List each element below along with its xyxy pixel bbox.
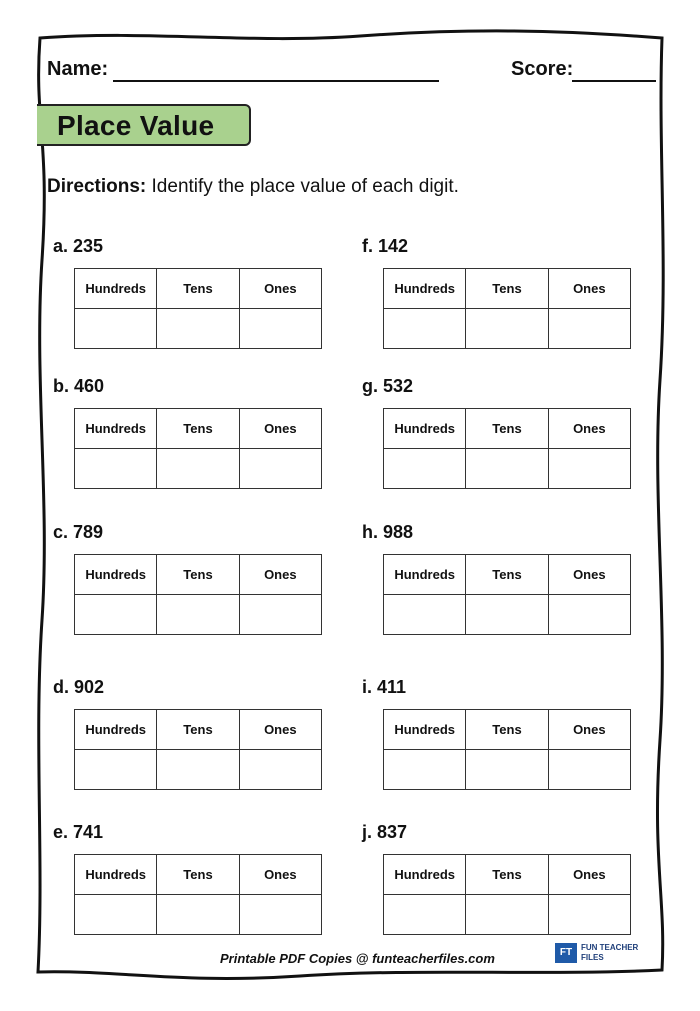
answer-tens[interactable] [157, 449, 239, 489]
page-title: Place Value [57, 110, 215, 141]
problem-label: a. 235 [53, 236, 104, 256]
title-banner [37, 104, 251, 146]
answer-hundreds[interactable] [75, 895, 157, 935]
answer-ones[interactable] [548, 449, 630, 489]
header-tens: Tens [466, 269, 548, 309]
header-tens: Tens [466, 855, 548, 895]
problem-label: e. 741 [53, 822, 104, 842]
header-row [47, 58, 657, 84]
answer-hundreds[interactable] [384, 595, 466, 635]
header-ones: Ones [548, 710, 630, 750]
answer-hundreds[interactable] [384, 309, 466, 349]
header-hundreds: Hundreds [384, 269, 466, 309]
answer-tens[interactable] [157, 750, 239, 790]
answer-ones[interactable] [239, 595, 321, 635]
name-label: Name: [47, 58, 109, 80]
answer-tens[interactable] [466, 895, 548, 935]
answer-hundreds[interactable] [384, 449, 466, 489]
problem-i [362, 677, 622, 797]
answer-tens[interactable] [466, 449, 548, 489]
answer-tens[interactable] [157, 595, 239, 635]
problem-label: d. 902 [53, 677, 105, 697]
fun-teacher-files-logo [555, 943, 645, 965]
problem-c [53, 522, 313, 642]
directions [47, 176, 459, 198]
place-value-table [383, 268, 631, 349]
header-ones: Ones [548, 855, 630, 895]
logo-text [581, 943, 638, 963]
problem-label: f. 142 [362, 236, 409, 256]
header-hundreds: Hundreds [384, 409, 466, 449]
answer-hundreds[interactable] [384, 750, 466, 790]
answer-ones[interactable] [239, 309, 321, 349]
answer-ones[interactable] [239, 895, 321, 935]
answer-tens[interactable] [466, 309, 548, 349]
score-field[interactable] [572, 80, 656, 82]
problem-g [362, 376, 622, 496]
place-value-table [74, 408, 322, 489]
problem-label: i. 411 [362, 677, 407, 697]
problem-label: h. 988 [362, 522, 414, 542]
directions-label: Directions: [47, 176, 147, 197]
directions-text: Identify the place value of each digit. [146, 176, 459, 197]
problem-j [362, 822, 622, 942]
header-ones: Ones [548, 269, 630, 309]
score-label: Score: [511, 58, 574, 80]
header-hundreds: Hundreds [75, 269, 157, 309]
place-value-table [74, 554, 322, 635]
header-hundreds: Hundreds [384, 710, 466, 750]
answer-ones[interactable] [548, 750, 630, 790]
answer-ones[interactable] [548, 309, 630, 349]
header-hundreds: Hundreds [75, 555, 157, 595]
answer-hundreds[interactable] [75, 309, 157, 349]
header-tens: Tens [157, 710, 239, 750]
answer-hundreds[interactable] [75, 595, 157, 635]
answer-ones[interactable] [239, 750, 321, 790]
answer-tens[interactable] [466, 595, 548, 635]
header-ones: Ones [239, 409, 321, 449]
header-hundreds: Hundreds [75, 409, 157, 449]
header-hundreds: Hundreds [384, 855, 466, 895]
header-ones: Ones [239, 269, 321, 309]
logo-line2: FILES [581, 953, 604, 962]
answer-hundreds[interactable] [75, 750, 157, 790]
problem-f [362, 236, 622, 356]
header-ones: Ones [239, 855, 321, 895]
place-value-table [383, 709, 631, 790]
answer-hundreds[interactable] [75, 449, 157, 489]
answer-ones[interactable] [239, 449, 321, 489]
place-value-table [74, 268, 322, 349]
header-tens: Tens [157, 269, 239, 309]
answer-tens[interactable] [157, 309, 239, 349]
logo-line1: FUN TEACHER [581, 943, 639, 952]
place-value-table [74, 854, 322, 935]
header-tens: Tens [466, 555, 548, 595]
header-tens: Tens [466, 409, 548, 449]
place-value-table [383, 554, 631, 635]
header-tens: Tens [157, 855, 239, 895]
header-tens: Tens [157, 555, 239, 595]
answer-tens[interactable] [157, 895, 239, 935]
header-tens: Tens [466, 710, 548, 750]
problem-label: g. 532 [362, 376, 414, 396]
problem-label: b. 460 [53, 376, 105, 396]
header-ones: Ones [239, 710, 321, 750]
place-value-table [383, 854, 631, 935]
problem-label: j. 837 [362, 822, 408, 842]
answer-ones[interactable] [548, 895, 630, 935]
header-hundreds: Hundreds [75, 710, 157, 750]
header-hundreds: Hundreds [384, 555, 466, 595]
header-hundreds: Hundreds [75, 855, 157, 895]
problem-e [53, 822, 313, 942]
header-ones: Ones [239, 555, 321, 595]
answer-hundreds[interactable] [384, 895, 466, 935]
header-ones: Ones [548, 555, 630, 595]
footer-credit: Printable PDF Copies @ funteacherfiles.com [220, 951, 495, 966]
header-tens: Tens [157, 409, 239, 449]
logo-mark: FT [555, 943, 577, 963]
problem-d [53, 677, 313, 797]
answer-ones[interactable] [548, 595, 630, 635]
problem-label: c. 789 [53, 522, 104, 542]
problem-h [362, 522, 622, 642]
problem-a [53, 236, 313, 356]
answer-tens[interactable] [466, 750, 548, 790]
place-value-table [383, 408, 631, 489]
header-ones: Ones [548, 409, 630, 449]
place-value-table [74, 709, 322, 790]
problem-b [53, 376, 313, 496]
name-field[interactable] [113, 80, 439, 82]
